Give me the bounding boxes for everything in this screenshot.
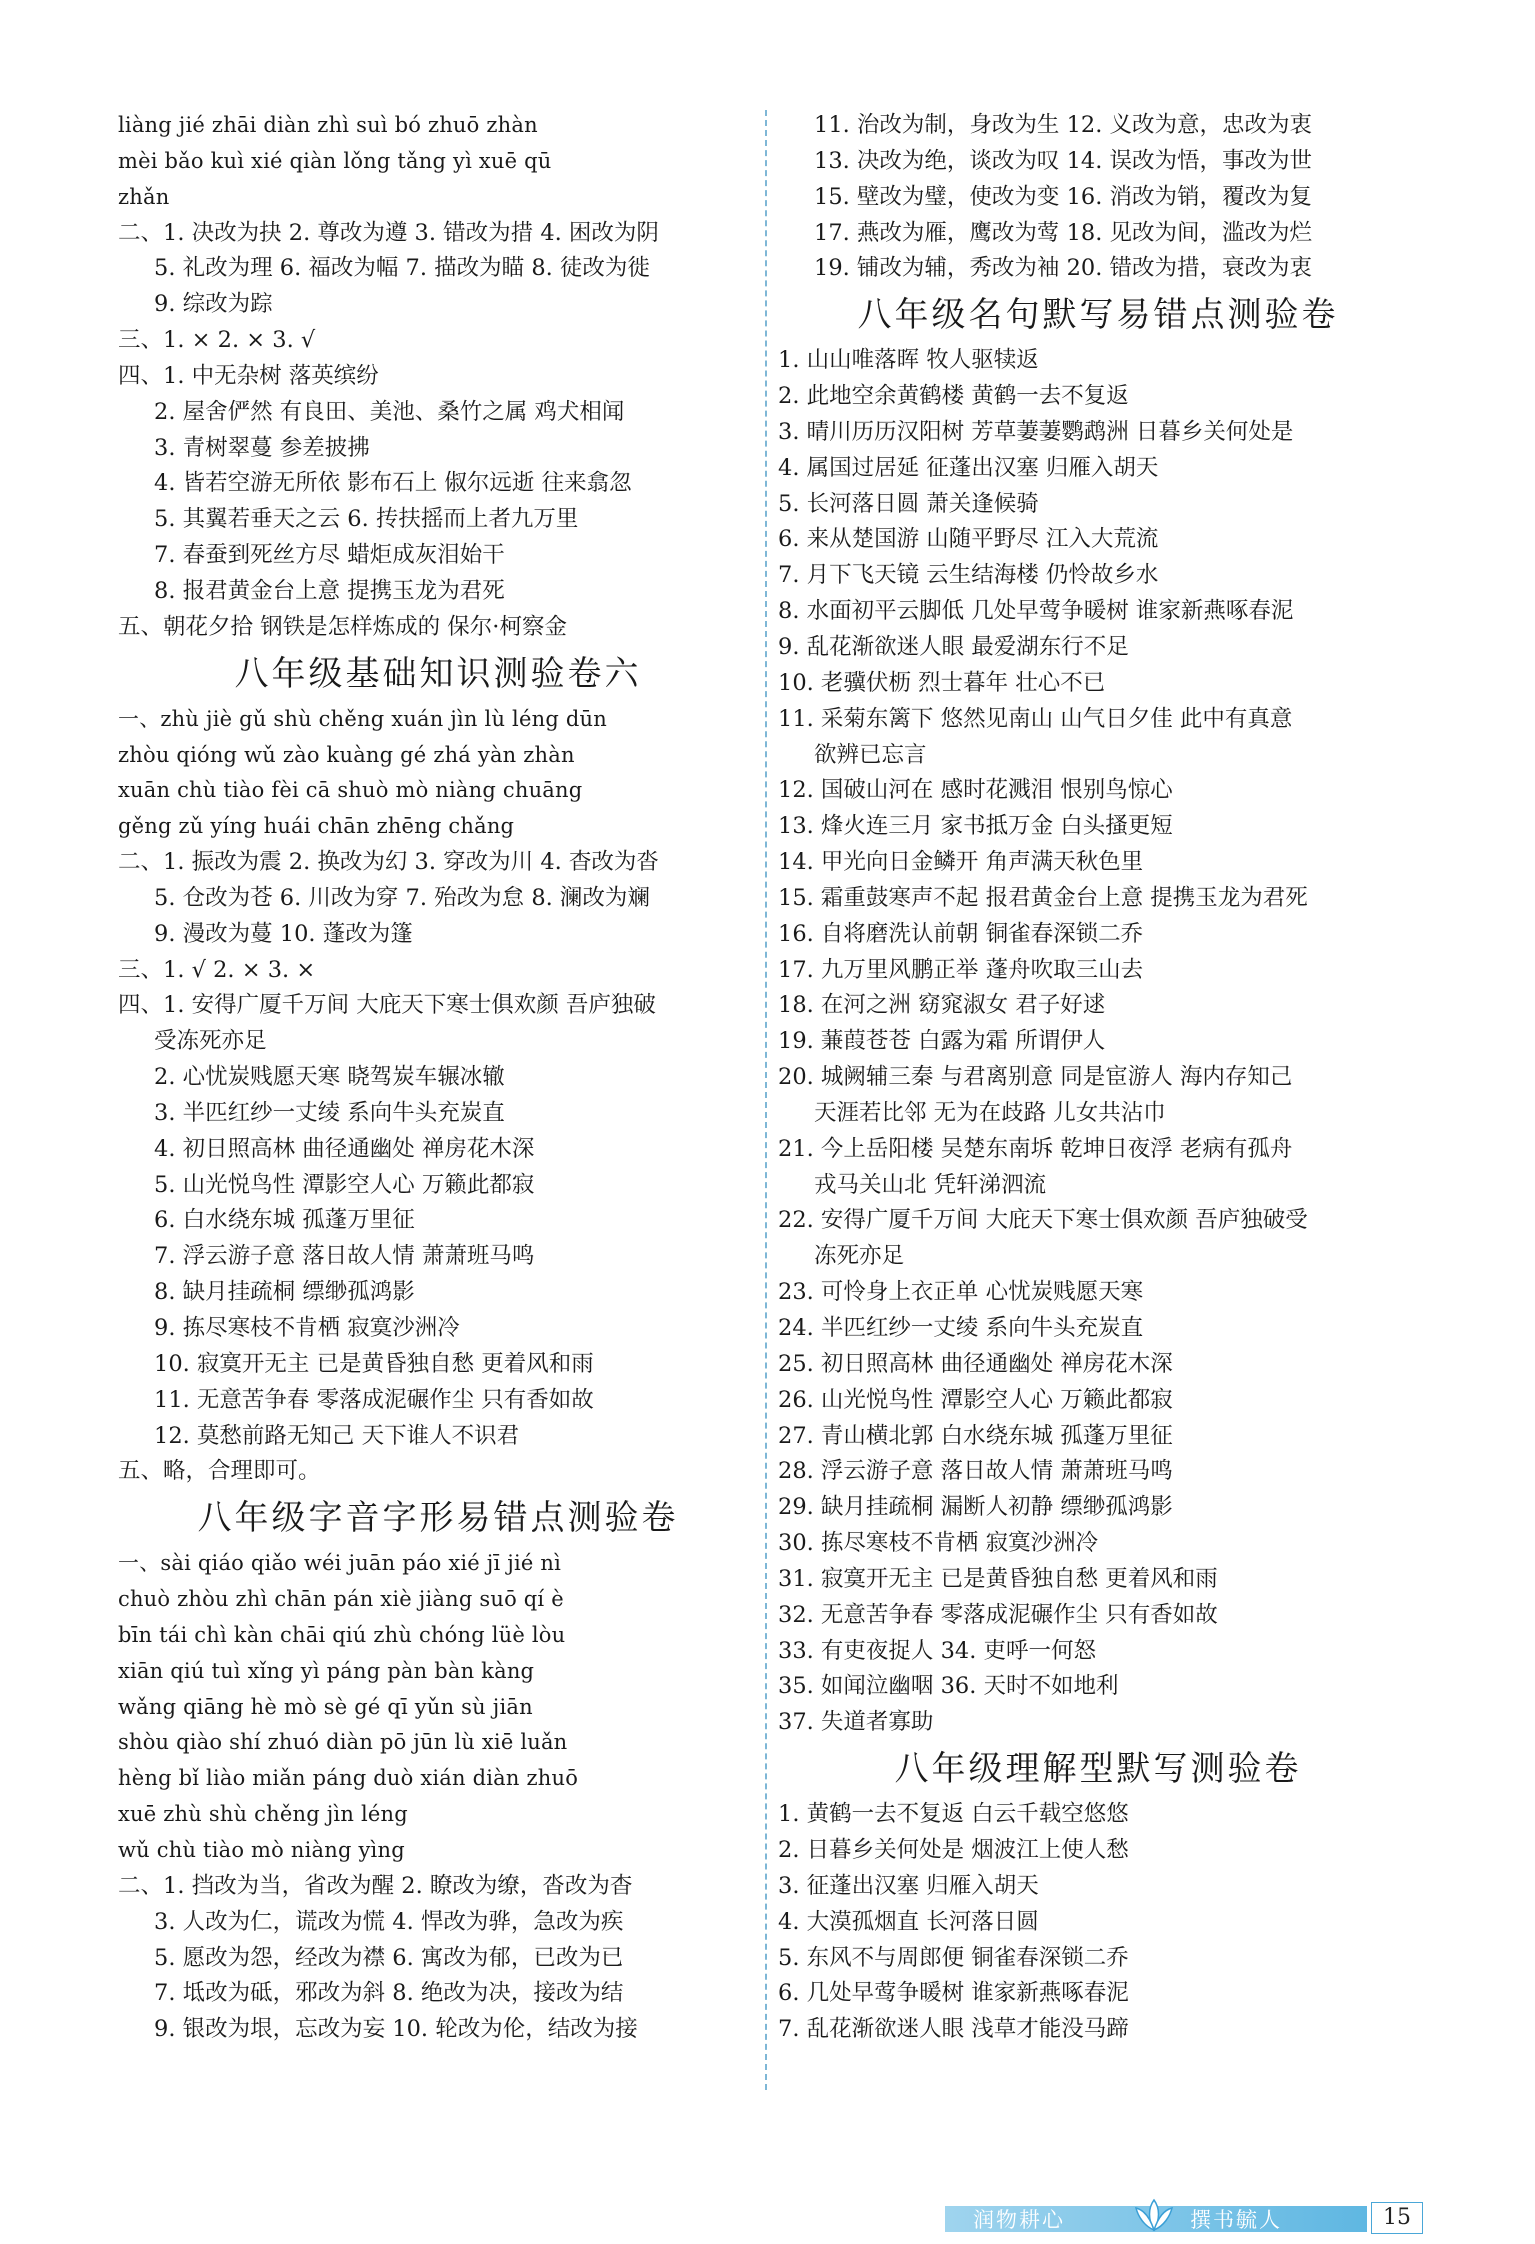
answer-line: 13. 烽火连三月 家书抵万金 白头搔更短: [778, 813, 1173, 840]
answer-line: 14. 甲光向日金鳞开 角声满天秋色里: [778, 849, 1144, 876]
answer-line: 12. 国破山河在 感时花溅泪 恨别鸟惊心: [778, 777, 1173, 804]
footer-motto-left: 润物耕心: [973, 2208, 1065, 2232]
answer-line: 3. 半匹红纱一丈绫 系向牛头充炭直: [154, 1099, 505, 1126]
answer-line: 6. 几处早莺争暖树 谁家新燕啄春泥: [778, 1980, 1129, 2007]
right-column: [778, 108, 1418, 2048]
answer-line: 29. 缺月挂疏桐 漏断人初静 缥缈孤鸿影: [778, 1494, 1173, 1521]
answer-line: 19. 蒹葭苍苍 白露为霜 所谓伊人: [778, 1028, 1106, 1055]
answer-line: 五、略，合理即可。: [118, 1458, 321, 1485]
section-heading: 八年级基础知识测验卷六: [234, 653, 642, 694]
answer-line: 10. 寂寞开无主 已是黄昏独自愁 更着风和雨: [154, 1350, 594, 1377]
answer-line: 1. 黄鹤一去不复返 白云千载空悠悠: [778, 1801, 1129, 1828]
answer-line: 9. 综改为踪: [154, 291, 273, 318]
pinyin-line: zhòu qióng wǔ zào kuàng gé zhá yàn zhàn: [118, 742, 575, 767]
answer-line: 6. 来从楚国游 山随平野尽 江入大荒流: [778, 526, 1159, 553]
answer-line: 2. 此地空余黄鹤楼 黄鹤一去不复返: [778, 383, 1129, 410]
answer-line: 17. 九万里风鹏正举 蓬舟吹取三山去: [778, 956, 1144, 983]
answer-line: 5. 礼改为理 6. 福改为幅 7. 描改为瞄 8. 徒改为徙: [154, 255, 650, 282]
answer-line: 8. 缺月挂疏桐 缥缈孤鸿影: [154, 1279, 415, 1306]
answer-line: 26. 山光悦鸟性 潭影空人心 万籁此都寂: [778, 1386, 1173, 1413]
answer-line: 10. 老骥伏枥 烈士暮年 壮心不已: [778, 669, 1106, 696]
answer-line: 35. 如闻泣幽咽 36. 天时不如地利: [778, 1673, 1119, 1700]
answer-line: 22. 安得广厦千万间 大庇天下寒士俱欢颜 吾庐独破受: [778, 1207, 1308, 1234]
answer-line: 2. 屋舍俨然 有良田、美池、桑竹之属 鸡犬相闻: [154, 398, 625, 425]
answer-line: 11. 采菊东篱下 悠然见南山 山气日夕佳 此中有真意: [778, 705, 1293, 732]
pinyin-line: chuò zhòu zhì chān pán xiè jiàng suō qí è: [118, 1587, 564, 1612]
pinyin-line: xiān qiú tuì xǐng yì páng pàn bàn kàng: [118, 1658, 535, 1683]
answer-line: 27. 青山横北郭 白水绕东城 孤蓬万里征: [778, 1422, 1173, 1449]
answer-line: 28. 浮云游子意 落日故人情 萧萧班马鸣: [778, 1458, 1173, 1485]
lotus-icon: [1130, 2198, 1178, 2234]
pinyin-line: gěng zǔ yíng huái chān zhēng chǎng: [118, 814, 515, 839]
answer-line: 17. 燕改为雁，鹰改为莺 18. 见改为间，滥改为烂: [814, 219, 1313, 246]
answer-line: 3. 人改为仁，谎改为慌 4. 悍改为骅，急改为疾: [154, 1908, 624, 1935]
answer-line: 5. 长河落日圆 萧关逢候骑: [778, 490, 1039, 517]
answer-line: 21. 今上岳阳楼 吴楚东南坼 乾坤日夜浮 老病有孤舟: [778, 1135, 1293, 1162]
answer-line: 3. 青树翠蔓 参差披拂: [154, 434, 370, 461]
pinyin-line: mèi bǎo kuì xié qiàn lǒng tǎng yì xuē qū: [118, 148, 552, 173]
answer-line: 三、1. √ 2. × 3. ×: [118, 956, 316, 983]
pinyin-line: bīn tái chì kàn chāi qiú zhù chóng lüè lòu: [118, 1622, 566, 1647]
answer-line: 33. 有吏夜捉人 34. 吏呼一何怒: [778, 1637, 1097, 1664]
answer-line: 30. 拣尽寒枝不肯栖 寂寞沙洲冷: [778, 1530, 1099, 1557]
section-heading: 八年级名句默写易错点测验卷: [857, 295, 1339, 336]
answer-continuation: 冻死亦足: [814, 1243, 905, 1270]
answer-line: 4. 大漠孤烟直 长河落日圆: [778, 1908, 1039, 1935]
answer-continuation: 欲辨已忘言: [814, 741, 927, 768]
pinyin-line: wǎng qiāng hè mò sè gé qī yǔn sù jiān: [118, 1694, 533, 1719]
answer-line: 二、1. 挡改为当，省改为醒 2. 瞭改为缭，沓改为杳: [118, 1872, 633, 1899]
answer-line: 二、1. 决改为抉 2. 尊改为遵 3. 错改为措 4. 困改为阴: [118, 219, 659, 246]
answer-line: 3. 征蓬出汉塞 归雁入胡天: [778, 1872, 1039, 1899]
answer-line: 15. 壁改为璧，使改为变 16. 消改为销，覆改为复: [814, 183, 1313, 210]
pinyin-line: wǔ chù tiào mò niàng yìng: [118, 1837, 405, 1862]
answer-line: 31. 寂寞开无主 已是黄昏独自愁 更着风和雨: [778, 1565, 1218, 1592]
pinyin-line: shòu qiào shí zhuó diàn pō jūn lù xiē luǎn: [118, 1730, 568, 1755]
answer-line: 23. 可怜身上衣正单 心忧炭贱愿天寒: [778, 1279, 1144, 1306]
answer-line: 19. 铺改为辅，秀改为袖 20. 错改为措，衰改为衷: [814, 255, 1313, 282]
answer-line: 5. 山光悦鸟性 潭影空人心 万籁此都寂: [154, 1171, 535, 1198]
answer-line: 五、朝花夕拾 钢铁是怎样炼成的 保尔·柯察金: [118, 613, 567, 640]
answer-line: 7. 浮云游子意 落日故人情 萧萧班马鸣: [154, 1243, 535, 1270]
answer-line: 16. 自将磨洗认前朝 铜雀春深锁二乔: [778, 920, 1144, 947]
answer-line: 5. 东风不与周郎便 铜雀春深锁二乔: [778, 1944, 1129, 1971]
answer-line: 四、1. 中无杂树 落英缤纷: [118, 362, 379, 389]
answer-line: 7. 春蚕到死丝方尽 蜡炬成灰泪始干: [154, 542, 505, 569]
answer-line: 13. 决改为绝，谈改为叹 14. 误改为悟，事改为世: [814, 147, 1313, 174]
answer-line: 二、1. 振改为震 2. 换改为幻 3. 穿改为川 4. 杳改为沓: [118, 849, 659, 876]
answer-line: 2. 日暮乡关何处是 烟波江上使人愁: [778, 1836, 1129, 1863]
answer-line: 1. 山山唯落晖 牧人驱犊返: [778, 347, 1039, 374]
pinyin-line: liàng jié zhāi diàn zhì suì bó zhuō zhàn: [118, 113, 538, 137]
answer-line: 4. 皆若空游无所依 影布石上 俶尔远逝 往来翕忽: [154, 470, 632, 497]
answer-continuation: 天涯若比邻 无为在歧路 儿女共沾巾: [814, 1099, 1166, 1126]
answer-line: 三、1. × 2. × 3. √: [118, 327, 316, 354]
answer-line: 2. 心忧炭贱愿天寒 晓驾炭车辗冰辙: [154, 1064, 505, 1091]
pinyin-line: xuān chù tiào fèi cā shuò mò niàng chuāng: [118, 778, 583, 803]
answer-line: 8. 报君黄金台上意 提携玉龙为君死: [154, 577, 505, 604]
answer-line: 5. 仓改为苍 6. 川改为穿 7. 殆改为怠 8. 澜改为斓: [154, 884, 650, 911]
answer-line: 四、1. 安得广厦千万间 大庇天下寒士俱欢颜 吾庐独破: [118, 992, 656, 1019]
answer-line: 11. 无意苦争春 零落成泥碾作尘 只有香如故: [154, 1386, 594, 1413]
left-column: [118, 108, 758, 2048]
answer-line: 9. 漫改为蔓 10. 蓬改为篷: [154, 920, 413, 947]
answer-line: 8. 水面初平云脚低 几处早莺争暖树 谁家新燕啄春泥: [778, 598, 1294, 625]
answer-line: 受冻死亦足: [154, 1028, 267, 1055]
pinyin-line: zhǎn: [118, 184, 170, 209]
answer-line: 4. 初日照高林 曲径通幽处 禅房花木深: [154, 1135, 535, 1162]
section-heading: 八年级理解型默写测验卷: [894, 1749, 1302, 1790]
page-number: 15: [1371, 2202, 1423, 2234]
answer-line: 9. 乱花渐欲迷人眼 最爱湖东行不足: [778, 633, 1129, 660]
answer-line: 18. 在河之洲 窈窕淑女 君子好逑: [778, 992, 1106, 1019]
answer-line: 11. 治改为制，身改为生 12. 义改为意，忠改为衷: [814, 112, 1313, 138]
answer-line: 5. 其翼若垂天之云 6. 抟扶摇而上者九万里: [154, 506, 579, 533]
answer-line: 6. 白水绕东城 孤蓬万里征: [154, 1207, 415, 1234]
pinyin-line: 一、zhù jiè gǔ shù chěng xuán jìn lù léng dūn: [118, 706, 607, 731]
answer-line: 15. 霜重鼓寒声不起 报君黄金台上意 提携玉龙为君死: [778, 884, 1308, 911]
answer-line: 20. 城阙辅三秦 与君离别意 同是宦游人 海内存知己: [778, 1064, 1293, 1091]
pinyin-line: xuē zhù shù chěng jìn léng: [118, 1802, 408, 1827]
answer-line: 37. 失道者寡助: [778, 1709, 934, 1736]
answer-line: 12. 莫愁前路无知己 天下谁人不识君: [154, 1422, 520, 1449]
answer-line: 9. 拣尽寒枝不肯栖 寂寞沙洲冷: [154, 1315, 460, 1341]
answer-line: 9. 银改为垠，忘改为妄 10. 轮改为伦，结改为接: [154, 2016, 638, 2043]
answer-line: 5. 愿改为怨，经改为襟 6. 寓改为郁，已改为已: [154, 1944, 624, 1971]
answer-line: 3. 晴川历历汉阳树 芳草萋萋鹦鹉洲 日暮乡关何处是: [778, 418, 1294, 445]
answer-line: 24. 半匹红纱一丈绫 系向牛头充炭直: [778, 1315, 1144, 1341]
answer-line: 25. 初日照高林 曲径通幽处 禅房花木深: [778, 1350, 1173, 1377]
section-heading: 八年级字音字形易错点测验卷: [197, 1498, 679, 1539]
pinyin-line: hèng bǐ liào miǎn páng duò xián diàn zhuō: [118, 1766, 579, 1791]
answer-line: 7. 乱花渐欲迷人眼 浅草才能没马蹄: [778, 2016, 1129, 2043]
pinyin-line: 一、sài qiáo qiǎo wéi juān páo xié jī jié nì: [118, 1551, 562, 1576]
page-footer: [945, 2200, 1425, 2236]
answer-line: 32. 无意苦争春 零落成泥碾作尘 只有香如故: [778, 1601, 1218, 1628]
answer-continuation: 戎马关山北 凭轩涕泗流: [814, 1171, 1047, 1198]
column-divider: [765, 110, 767, 2090]
answer-line: 4. 属国过居延 征蓬出汉塞 归雁入胡天: [778, 454, 1159, 481]
answer-line: 7. 月下飞天镜 云生结海楼 仍怜故乡水: [778, 562, 1159, 589]
footer-motto-right: 撰书毓人: [1190, 2208, 1282, 2232]
answer-line: 7. 坻改为砥，邪改为斜 8. 绝改为决，接改为结: [154, 1980, 624, 2007]
